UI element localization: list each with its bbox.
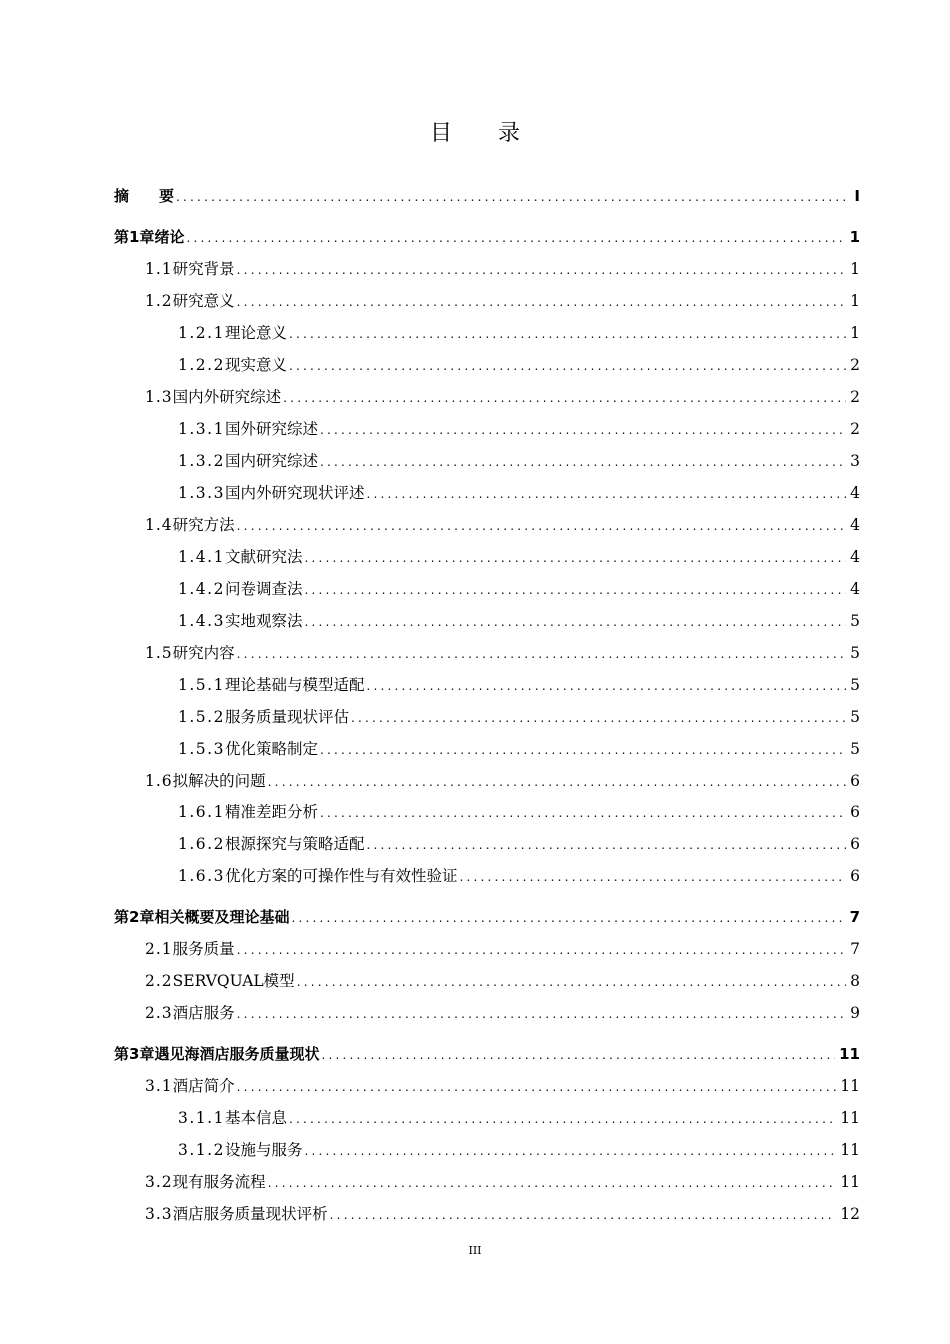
dot-leader (237, 515, 846, 537)
dot-leader (237, 643, 846, 665)
toc-entry-title: 服务质量 (172, 940, 235, 958)
toc-entry-title: 理论基础与模型适配 (224, 676, 365, 694)
toc-entry-number: 1.6.1 (178, 803, 225, 821)
toc-entry-number: 1.5 (145, 644, 173, 662)
toc-entry-title: 相关概要及理论基础 (154, 908, 290, 926)
toc-section-entry[interactable] (178, 1107, 860, 1129)
toc-section-entry[interactable] (145, 1075, 860, 1097)
toc-section-entry[interactable] (145, 386, 860, 408)
dot-leader (268, 771, 846, 793)
toc-entry-page: 4 (850, 484, 860, 502)
dot-leader (289, 355, 846, 377)
toc-entry-title: 根源探究与策略适配 (224, 835, 365, 853)
toc-section-entry[interactable] (178, 450, 860, 472)
toc-section-entry[interactable] (178, 1139, 860, 1161)
toc-entry-number: 1.2.1 (178, 324, 225, 342)
toc-entry-page: 11 (840, 1141, 860, 1159)
toc-entry-title: 酒店简介 (172, 1077, 235, 1095)
toc-entry-number: 1.3.2 (178, 452, 225, 470)
toc-entry-page: 6 (850, 835, 860, 853)
dot-leader (304, 1140, 836, 1162)
toc-entry-page: I (854, 187, 860, 205)
toc-title: 目录 (429, 121, 566, 146)
toc-entry-title: 设施与服务 (224, 1141, 303, 1159)
toc-entry-page: 4 (850, 516, 860, 534)
toc-section-entry[interactable] (178, 482, 860, 504)
dot-leader (289, 1108, 836, 1130)
dot-leader (237, 1076, 837, 1098)
dot-leader (283, 387, 846, 409)
toc-entry-title: 研究方法 (172, 516, 235, 534)
toc-section-entry[interactable] (145, 1171, 860, 1193)
dot-leader (351, 707, 846, 729)
dot-leader (237, 291, 846, 313)
page-number: III (468, 1244, 482, 1257)
toc-entry-title: 研究内容 (172, 644, 235, 662)
toc-entry-title: 现实意义 (224, 356, 287, 374)
toc-entry-page: 2 (850, 388, 860, 406)
toc-entry-title: 理论意义 (224, 324, 287, 342)
toc-entry-number: 第1章 (114, 228, 155, 246)
toc-entry-page: 5 (850, 644, 860, 662)
toc-entry-number: 1.6.3 (178, 867, 225, 885)
toc-entry-title: 国内研究综述 (224, 452, 318, 470)
dot-leader (320, 739, 846, 761)
toc-entry-page: 11 (840, 1109, 860, 1127)
toc-entry-page: 7 (849, 908, 860, 926)
toc-section-entry[interactable] (178, 801, 860, 823)
toc-entry-page: 9 (850, 1004, 860, 1022)
toc-entry-number: 2.2 (145, 972, 173, 990)
toc-section-entry[interactable] (145, 1203, 860, 1225)
toc-entry-page: 11 (840, 1077, 860, 1095)
dot-leader (297, 971, 846, 993)
toc-section-entry[interactable] (145, 938, 860, 960)
dot-leader (366, 675, 846, 697)
toc-entry-number: 1.3.3 (178, 484, 225, 502)
toc-entry-page: 11 (839, 1045, 860, 1063)
toc-entry-number: 2.3 (145, 1004, 173, 1022)
toc-chapter-entry[interactable] (114, 226, 860, 248)
toc-section-entry[interactable] (145, 514, 860, 536)
toc-entry-number: 1.1 (145, 260, 173, 278)
dot-leader (304, 579, 846, 601)
toc-section-entry[interactable] (178, 354, 860, 376)
dot-leader (304, 547, 846, 569)
dot-leader (304, 611, 846, 633)
dot-leader (237, 939, 846, 961)
toc-entry-page: 1 (849, 228, 860, 246)
toc-entry-title: 优化策略制定 (224, 740, 318, 758)
toc-entry-number: 2.1 (145, 940, 173, 958)
toc-entry-page: 5 (850, 708, 860, 726)
toc-entry-number: 1.4.1 (178, 548, 225, 566)
toc-section-entry[interactable] (178, 322, 860, 344)
toc-entry-title: 现有服务流程 (172, 1173, 266, 1191)
toc-entry-page: 11 (840, 1173, 860, 1191)
toc-entry-title: 遇见海酒店服务质量现状 (154, 1045, 320, 1063)
toc-entry-title: 拟解决的问题 (172, 772, 266, 790)
toc-section-entry[interactable] (178, 546, 860, 568)
toc-entry-number: 1.4 (145, 516, 173, 534)
toc-entry-number: 第2章 (114, 908, 155, 926)
toc-entry-number: 3.1 (145, 1077, 173, 1095)
toc-entry-number: 摘 要 (114, 187, 175, 205)
toc-chapter-entry[interactable] (114, 906, 860, 928)
dot-leader (366, 483, 846, 505)
toc-section-entry[interactable] (178, 578, 860, 600)
toc-entry-title: 研究意义 (172, 292, 235, 310)
dot-leader (459, 866, 846, 888)
dot-leader (321, 1044, 835, 1066)
toc-entry-number: 1.3 (145, 388, 173, 406)
toc-chapter-entry[interactable] (114, 1043, 860, 1065)
toc-entry-title: 酒店服务 (172, 1004, 235, 1022)
toc-section-entry[interactable] (145, 258, 860, 280)
toc-entry-page: 5 (850, 676, 860, 694)
toc-entry-title: 优化方案的可操作性与有效性验证 (224, 867, 458, 885)
toc-entry-page: 12 (840, 1205, 860, 1223)
toc-entry-page: 6 (850, 803, 860, 821)
dot-leader (268, 1172, 837, 1194)
toc-entry-page: 6 (850, 772, 860, 790)
dot-leader (330, 1204, 837, 1226)
toc-entry-title: 精准差距分析 (224, 803, 318, 821)
toc-entry-number: 1.4.2 (178, 580, 225, 598)
toc-section-entry[interactable] (145, 290, 860, 312)
toc-entry-number: 3.1.2 (178, 1141, 225, 1159)
dot-leader (176, 186, 850, 208)
toc-entry-title: SERVQUAL模型 (172, 972, 295, 990)
toc-entry-number: 1.6 (145, 772, 173, 790)
toc-entry-page: 5 (850, 612, 860, 630)
toc-entry-page: 4 (850, 580, 860, 598)
toc-entry-number: 1.6.2 (178, 835, 225, 853)
toc-entry-number: 1.5.2 (178, 708, 225, 726)
toc-entry-number: 1.3.1 (178, 420, 225, 438)
toc-entry-page: 3 (850, 452, 860, 470)
toc-entry-title: 研究背景 (172, 260, 235, 278)
toc-entry-number: 第3章 (114, 1045, 155, 1063)
dot-leader (186, 227, 845, 249)
toc-entry-title: 酒店服务质量现状评析 (172, 1205, 328, 1223)
toc-entry-number: 1.5.3 (178, 740, 225, 758)
toc-entry-number: 1.4.3 (178, 612, 225, 630)
toc-entry-title: 国内外研究现状评述 (224, 484, 365, 502)
toc-section-entry[interactable] (178, 865, 860, 887)
toc-entry-page: 1 (850, 260, 860, 278)
dot-leader (237, 1003, 846, 1025)
dot-leader (320, 419, 846, 441)
dot-leader (320, 451, 846, 473)
toc-entry-title: 国内外研究综述 (172, 388, 282, 406)
toc-section-entry[interactable] (145, 970, 860, 992)
dot-leader (289, 323, 846, 345)
toc-entry-number: 1.2 (145, 292, 173, 310)
toc-entry-number: 1.5.1 (178, 676, 225, 694)
dot-leader (320, 802, 846, 824)
toc-entry-page: 7 (850, 940, 860, 958)
toc-entry-page: 2 (850, 356, 860, 374)
toc-section-entry[interactable] (145, 642, 860, 664)
toc-section-entry[interactable] (178, 738, 860, 760)
toc-entry-page: 8 (850, 972, 860, 990)
toc-section-entry[interactable] (178, 418, 860, 440)
toc-entry-title: 国外研究综述 (224, 420, 318, 438)
toc-entry-page: 5 (850, 740, 860, 758)
toc-entry-title: 基本信息 (224, 1109, 287, 1127)
toc-entry-number: 3.3 (145, 1205, 173, 1223)
toc-entry-title: 绪论 (154, 228, 185, 246)
toc-entry-number: 1.2.2 (178, 356, 225, 374)
toc-section-entry[interactable] (145, 770, 860, 792)
toc-entry-title: 实地观察法 (224, 612, 303, 630)
toc-entry-title: 问卷调查法 (224, 580, 303, 598)
toc-section-entry[interactable] (178, 674, 860, 696)
toc-section-entry[interactable] (178, 610, 860, 632)
toc-chapter-entry[interactable] (114, 185, 860, 207)
toc-entry-number: 3.1.1 (178, 1109, 225, 1127)
toc-entry-page: 2 (850, 420, 860, 438)
toc-entry-page: 6 (850, 867, 860, 885)
dot-leader (366, 834, 846, 856)
toc-section-entry[interactable] (145, 1002, 860, 1024)
toc-entry-title: 文献研究法 (224, 548, 303, 566)
toc-section-entry[interactable] (178, 833, 860, 855)
toc-entry-page: 1 (850, 292, 860, 310)
toc-section-entry[interactable] (178, 706, 860, 728)
dot-leader (291, 907, 845, 929)
toc-entry-title: 服务质量现状评估 (224, 708, 349, 726)
toc-entry-number: 3.2 (145, 1173, 173, 1191)
toc-entry-page: 1 (850, 324, 860, 342)
dot-leader (237, 259, 846, 281)
toc-entry-page: 4 (850, 548, 860, 566)
